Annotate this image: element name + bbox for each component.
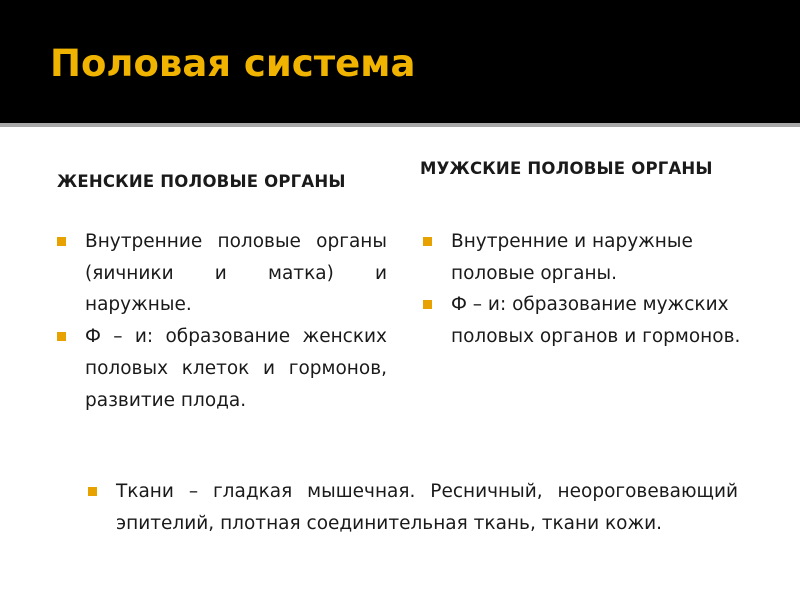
- female-organs-heading: ЖЕНСКИЕ ПОЛОВЫЕ ОРГАНЫ: [57, 172, 346, 191]
- title-band: [0, 0, 800, 123]
- title-divider: [0, 123, 800, 127]
- square-bullet-icon: [423, 300, 432, 309]
- list-item: [423, 289, 743, 352]
- square-bullet-icon: [423, 237, 432, 246]
- tissues-list: [88, 476, 738, 539]
- list-item-text: Внутренние половые органы (яичники и матка) и наружные.: [85, 231, 387, 316]
- list-item-text: Ф – и: образование мужских половых органов и гормонов.: [451, 294, 741, 348]
- list-item: [57, 321, 387, 416]
- list-item-text: Ф – и: образование женских половых клеток и гормонов, развитие плода.: [85, 326, 387, 411]
- female-organs-list: [57, 226, 387, 416]
- list-item-text: Ткани – гладкая мышечная. Ресничный, неороговевающий эпителий, плотная соединительная ткань, ткани кожи.: [116, 481, 738, 534]
- list-item-text: Внутренние и наружные половые органы.: [451, 231, 693, 284]
- square-bullet-icon: [88, 487, 97, 496]
- list-item: [423, 226, 743, 289]
- male-organs-heading: МУЖСКИЕ ПОЛОВЫЕ ОРГАНЫ: [420, 159, 713, 178]
- slide-title: Половая система: [50, 42, 416, 85]
- male-organs-list: [423, 226, 743, 353]
- list-item: [57, 226, 387, 321]
- square-bullet-icon: [57, 332, 66, 341]
- list-item: [88, 476, 738, 539]
- square-bullet-icon: [57, 237, 66, 246]
